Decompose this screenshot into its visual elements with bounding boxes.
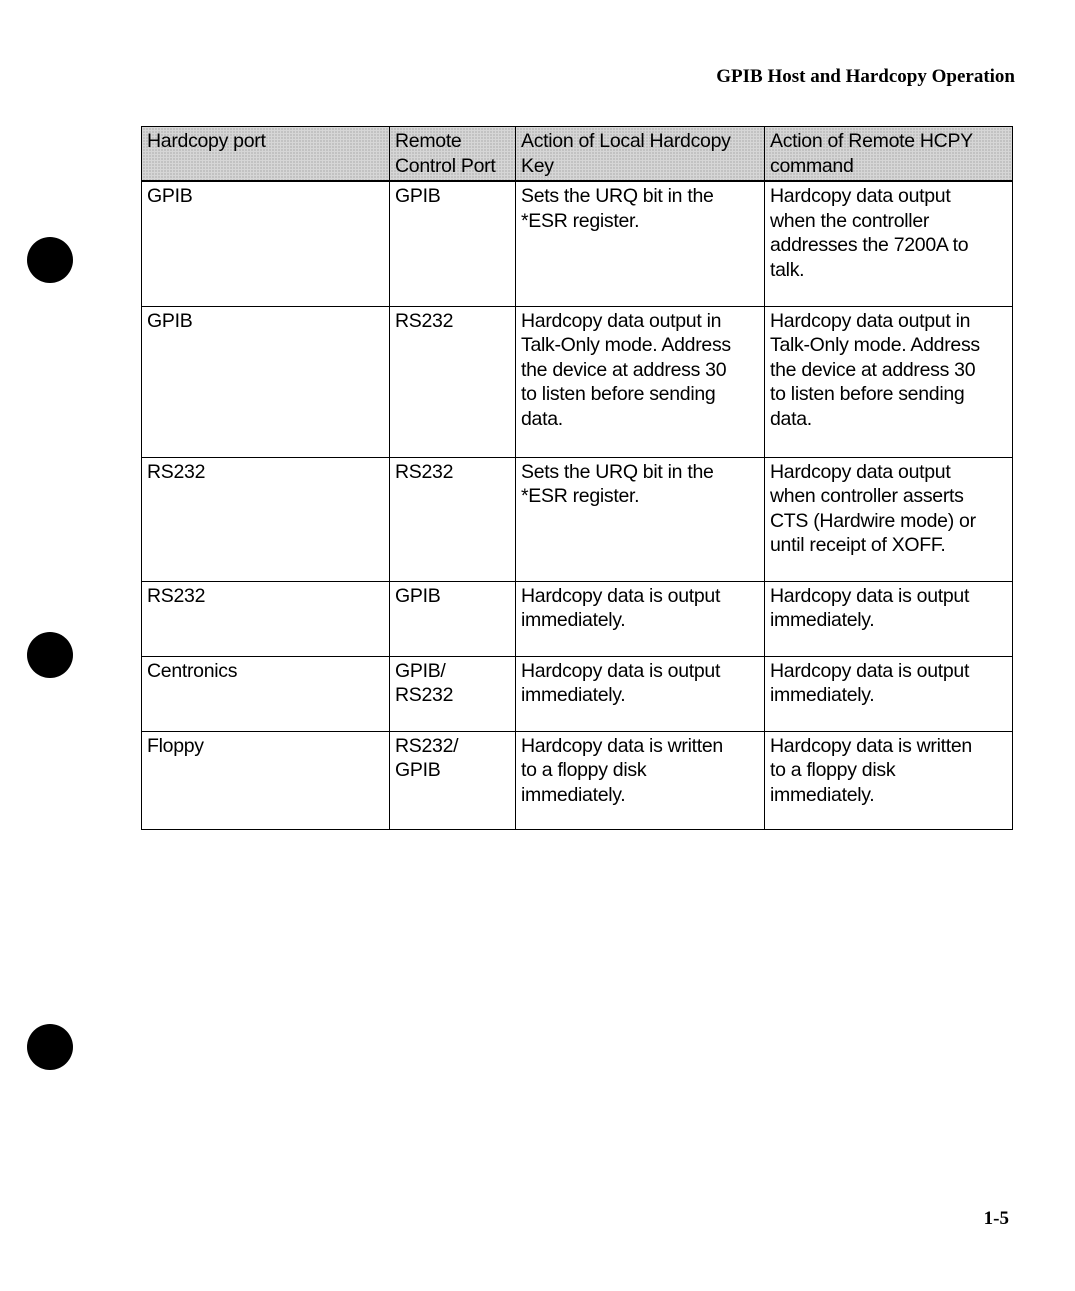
table-cell: Sets the URQ bit in the *ESR register. xyxy=(516,457,765,581)
table-cell: GPIB xyxy=(390,581,516,656)
table-cell: Hardcopy data output when the controller addresses the 7200A to talk. xyxy=(765,181,1013,306)
table-cell: GPIB/ RS232 xyxy=(390,656,516,731)
binder-hole-icon xyxy=(27,237,73,283)
binder-hole-icon xyxy=(27,632,73,678)
table-cell: RS232 xyxy=(390,306,516,457)
table-cell: Hardcopy data is output immediately. xyxy=(765,656,1013,731)
table-cell: RS232/ GPIB xyxy=(390,731,516,829)
table-cell: Centronics xyxy=(142,656,390,731)
table-header-row xyxy=(142,127,1013,182)
table-row xyxy=(142,457,1013,581)
table-cell: GPIB xyxy=(142,181,390,306)
table-cell: Hardcopy data is output immediately. xyxy=(516,656,765,731)
table-cell: Floppy xyxy=(142,731,390,829)
table-row xyxy=(142,581,1013,656)
table-cell: GPIB xyxy=(390,181,516,306)
table-cell: RS232 xyxy=(390,457,516,581)
table-cell: Hardcopy data is written to a floppy disk immediately. xyxy=(765,731,1013,829)
table-cell: Sets the URQ bit in the *ESR register. xyxy=(516,181,765,306)
column-header-local-hardcopy-key: Action of Local Hardcopy Key xyxy=(516,127,765,182)
table-cell: Hardcopy data output in Talk-Only mode. Address the device at address 30 to listen before sending data. xyxy=(516,306,765,457)
column-header-remote-hcpy-command: Action of Remote HCPY command xyxy=(765,127,1013,182)
table-cell: Hardcopy data output in Talk-Only mode. Address the device at address 30 to listen before sending data. xyxy=(765,306,1013,457)
table-row xyxy=(142,731,1013,829)
page-number: 1-5 xyxy=(983,1208,1009,1229)
table-cell: RS232 xyxy=(142,581,390,656)
binder-hole-icon xyxy=(27,1024,73,1070)
table-row xyxy=(142,656,1013,731)
table-cell: Hardcopy data is output immediately. xyxy=(516,581,765,656)
table-row xyxy=(142,306,1013,457)
running-header: GPIB Host and Hardcopy Operation xyxy=(716,66,1015,87)
table-cell: GPIB xyxy=(142,306,390,457)
table-cell: Hardcopy data is output immediately. xyxy=(765,581,1013,656)
table-cell: RS232 xyxy=(142,457,390,581)
column-header-hardcopy-port: Hardcopy port xyxy=(142,127,390,182)
table-cell: Hardcopy data is written to a floppy disk immediately. xyxy=(516,731,765,829)
table-row xyxy=(142,181,1013,306)
table-cell: Hardcopy data output when controller asserts CTS (Hardwire mode) or until receipt of XOFF. xyxy=(765,457,1013,581)
column-header-remote-control-port: Remote Control Port xyxy=(390,127,516,182)
hardcopy-port-table xyxy=(141,126,1013,830)
